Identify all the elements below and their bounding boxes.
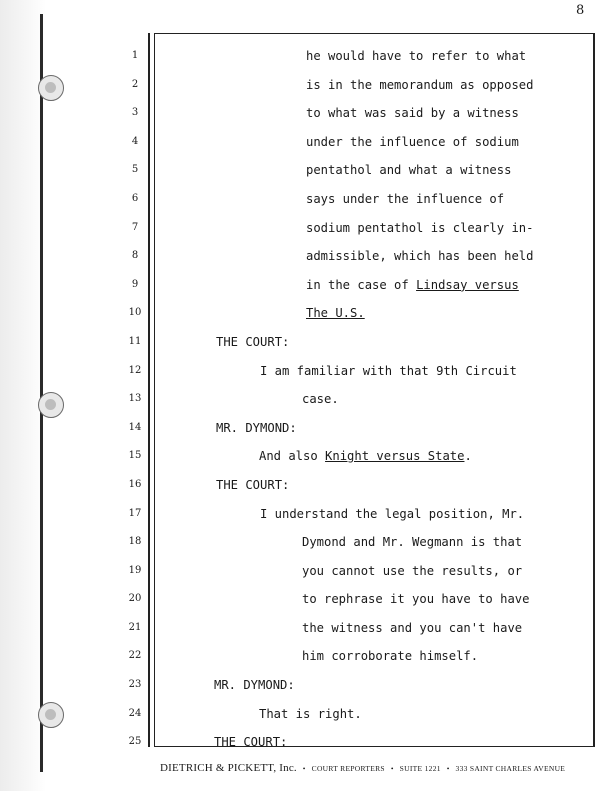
transcript-line: you cannot use the results, or [302, 563, 523, 578]
transcript-line [162, 299, 592, 328]
transcript-line: to what was said by a witness [306, 106, 519, 121]
speaker-label: MR. DYMOND: [216, 420, 297, 435]
line-number: 14 [128, 421, 142, 433]
line-number: 4 [131, 135, 139, 147]
transcript-line: says under the influence of [306, 191, 505, 206]
speaker-label: MR. DYMOND: [214, 678, 295, 693]
line-number: 5 [131, 164, 139, 176]
transcript-line: admissible, which has been held [306, 249, 534, 264]
line-number: 12 [128, 364, 142, 376]
line-text: And also [259, 449, 326, 464]
line-number: 20 [128, 593, 142, 605]
binding-line [40, 14, 43, 772]
case-citation: The U.S. [306, 306, 365, 321]
line-number: 9 [131, 278, 139, 290]
transcript-line: the witness and you can't have [302, 620, 523, 635]
line-number: 6 [131, 192, 139, 204]
line-number: 11 [128, 335, 142, 347]
line-numbers [116, 42, 154, 757]
transcript-line: pentathol and what a witness [306, 163, 512, 178]
transcript-line: to rephrase it you have to have [302, 592, 530, 607]
transcript-line: case. [302, 392, 339, 407]
transcript-line: under the influence of sodium [306, 134, 519, 149]
transcript-line: I am familiar with that 9th Circuit [260, 363, 517, 378]
line-number: 3 [131, 107, 139, 119]
transcript-line: I understand the legal position, Mr. [260, 506, 525, 521]
punch-hole [38, 75, 64, 101]
line-text: in the case of [306, 277, 417, 292]
speaker-label: THE COURT: [216, 477, 290, 492]
case-citation: Lindsay versus [416, 277, 519, 292]
transcript-line [162, 442, 592, 471]
punch-hole [38, 702, 64, 728]
footer [160, 762, 600, 774]
line-number: 18 [128, 536, 142, 548]
street-address: 333 SAINT CHARLES AVENUE [455, 764, 566, 773]
separator-bullet: • [302, 764, 306, 773]
line-number: 13 [128, 393, 142, 405]
transcript-body [162, 42, 592, 757]
line-number: 23 [128, 679, 142, 691]
transcript-line: he would have to refer to what [306, 49, 527, 63]
line-number: 24 [128, 707, 142, 719]
firm-role: COURT REPORTERS [311, 764, 385, 773]
speaker-label: THE COURT: [216, 334, 290, 349]
line-number: 17 [128, 507, 142, 519]
case-citation: Knight versus State [325, 449, 465, 464]
transcript-line: him corroborate himself. [302, 649, 479, 664]
line-number: 8 [131, 250, 139, 262]
line-number: 10 [128, 307, 142, 319]
line-text: . [464, 449, 472, 464]
punch-hole [38, 392, 64, 418]
transcript-line: is in the memorandum as opposed [306, 77, 534, 92]
transcript-line: Dymond and Mr. Wegmann is that [302, 535, 523, 550]
speaker-label: THE COURT: [214, 735, 288, 750]
line-number: 25 [128, 736, 142, 748]
line-number: 19 [128, 564, 142, 576]
separator-bullet: • [446, 764, 450, 773]
line-number: 15 [128, 450, 142, 462]
line-number: 22 [128, 650, 142, 662]
firm-name: DIETRICH & PICKETT, Inc. [160, 762, 297, 774]
separator-bullet: • [390, 764, 394, 773]
line-number: 1 [131, 50, 139, 61]
page-number: 8 [576, 3, 585, 18]
transcript-line: That is right. [259, 706, 362, 721]
line-number: 21 [128, 621, 142, 633]
line-number: 16 [128, 478, 142, 490]
line-number: 2 [131, 78, 139, 90]
line-number: 7 [131, 221, 139, 233]
transcript-line [162, 271, 592, 300]
suite-number: SUITE 1221 [399, 764, 441, 773]
transcript-line: sodium pentathol is clearly in- [306, 220, 534, 235]
